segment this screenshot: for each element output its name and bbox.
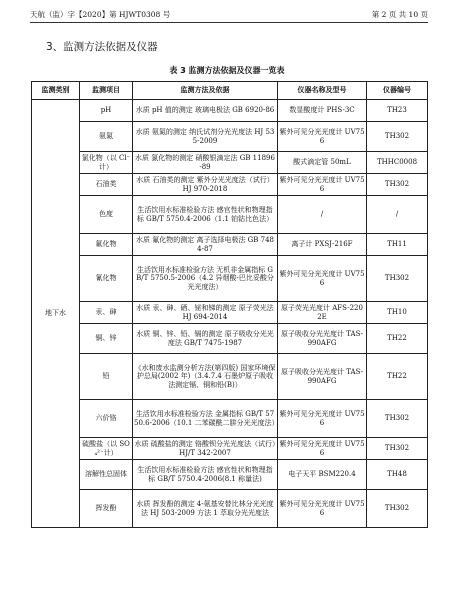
instrument-code-cell: THHC0008	[367, 152, 428, 174]
column-header: 监测类别	[32, 82, 80, 100]
instrument-code-cell: TH302	[367, 256, 428, 302]
method-cell: 水质 汞、砷、硒、铋和锑的测定 原子荧光法 HJ 694-2014	[133, 302, 278, 324]
instrument-code-cell: TH22	[367, 354, 428, 400]
instrument-code-cell: TH302	[367, 400, 428, 438]
instrument-code-cell: TH10	[367, 302, 428, 324]
method-cell: 水质 硫酸盐的测定 铬酸钡分光光度法（试行）HJ/T 342-2007	[133, 438, 278, 460]
instrument-code-cell: /	[367, 196, 428, 234]
method-cell: 水质 石油类的测定 紫外分光光度法（试行）HJ 970-2018	[133, 174, 278, 196]
instrument-cell: 紫外可见分光光度计 UV756	[278, 438, 367, 460]
item-cell: 氯化物（以 Cl⁻计）	[80, 152, 133, 174]
instrument-code-cell: TH302	[367, 438, 428, 460]
table-row	[32, 400, 428, 438]
method-cell: 生活饮用水标准检验方法 感官性状和物理指标 GB/T 5750.4-2006（1.1 铂钴比色法）	[133, 196, 278, 234]
table-row	[32, 460, 428, 490]
instrument-cell: 紫外可见分光光度计 UV756	[278, 122, 367, 152]
page-header	[30, 8, 428, 23]
item-cell: 氰化物	[80, 256, 133, 302]
instrument-cell: 数显酸度计 PHS-3C	[278, 100, 367, 122]
item-cell: 色度	[80, 196, 133, 234]
item-cell: pH	[80, 100, 133, 122]
instrument-cell: 紫外可见分光光度计 UV756	[278, 174, 367, 196]
instrument-cell: 原子吸收分光光度计 TAS-990AFG	[278, 324, 367, 354]
instrument-cell: 紫外可见分光光度计 UV756	[278, 490, 367, 528]
instrument-code-cell: TH23	[367, 100, 428, 122]
table-caption: 表 3 监测方法依据及仪器一览表	[169, 66, 285, 75]
item-cell: 石油类	[80, 174, 133, 196]
method-cell: 生活饮用水标准检验方法 感官性状和物理指标 GB/T 5750.4-2006(8.1 称量法)	[133, 460, 278, 490]
section-title: 3、监测方法依据及仪器	[46, 41, 158, 53]
column-header: 监测方法及依据	[133, 82, 278, 100]
category-cell: 地下水	[32, 100, 80, 528]
table-row	[32, 100, 428, 122]
instrument-cell: 离子计 PXSJ-216F	[278, 234, 367, 256]
item-cell: 汞、砷	[80, 302, 133, 324]
instrument-code-cell: TH48	[367, 460, 428, 490]
item-cell: 硫酸盐（以 SO₄²⁻计）	[80, 438, 133, 460]
instrument-cell: 电子天平 BSM220.4	[278, 460, 367, 490]
page-number: 第 2 页 共 10 页	[371, 10, 428, 19]
table-row	[32, 438, 428, 460]
table-row	[32, 122, 428, 152]
table-row	[32, 196, 428, 234]
table-body	[32, 100, 428, 528]
column-header: 仪器名称及型号	[278, 82, 367, 100]
table-row	[32, 324, 428, 354]
table-row	[32, 234, 428, 256]
instrument-code-cell: TH302	[367, 174, 428, 196]
instrument-code-cell: TH11	[367, 234, 428, 256]
method-cell: 生活饮用水标准检验方法 无机非金属指标 GB/T 5750.5-2006（4.2 异烟酸-巴比妥酸分光光度法）	[133, 256, 278, 302]
method-cell: 水质 pH 值的测定 玻璃电极法 GB 6920-86	[133, 100, 278, 122]
item-cell: 铜、锌	[80, 324, 133, 354]
method-cell: 《水和废水监测分析方法(第四版) 国家环境保护总局(2002 年)（3.4.7.4 石墨炉原子吸收法测定镉、铜和铅(B)）	[133, 354, 278, 400]
table-row	[32, 302, 428, 324]
instrument-code-cell: TH302	[367, 490, 428, 528]
table-header-row	[32, 82, 428, 100]
method-cell: 水质 铜、锌、铅、镉的测定 原子吸收分光光度法 GB/T 7475-1987	[133, 324, 278, 354]
report-number: 天航（监）字【2020】第 HJWT0308 号	[30, 10, 171, 19]
instrument-code-cell: TH302	[367, 122, 428, 152]
item-cell: 六价铬	[80, 400, 133, 438]
table-row	[32, 354, 428, 400]
instrument-code-cell: TH22	[367, 324, 428, 354]
method-cell: 水质 氨氮的测定 纳氏试剂分光光度法 HJ 535-2009	[133, 122, 278, 152]
column-header: 仪器编号	[367, 82, 428, 100]
method-cell: 水质 氯化物的测定 硝酸银滴定法 GB 11896-89	[133, 152, 278, 174]
item-cell: 氨氮	[80, 122, 133, 152]
table-row	[32, 174, 428, 196]
instrument-cell: 原子吸收分光光度计 TAS-990AFG	[278, 354, 367, 400]
instrument-cell: 紫外可见分光光度计 UV756	[278, 400, 367, 438]
instrument-cell: 原子荧光光度计 AFS-2202E	[278, 302, 367, 324]
instrument-cell: 酸式滴定管 50mL	[278, 152, 367, 174]
method-cell: 水质 氟化物的测定 离子选择电极法 GB 7484-87	[133, 234, 278, 256]
column-header: 监测项目	[80, 82, 133, 100]
table-row	[32, 490, 428, 528]
method-cell: 生活饮用水标准检验方法 金属指标 GB/T 5750.6-2006（10.1 二苯碳酰二肼分光光度法）	[133, 400, 278, 438]
item-cell: 氟化物	[80, 234, 133, 256]
methods-table	[31, 81, 428, 528]
item-cell: 溶解性总固体	[80, 460, 133, 490]
method-cell: 水质 挥发酚的测定 4-氨基安替比林分光光度法 HJ 503-2009 方法 1 萃取分光光度法	[133, 490, 278, 528]
item-cell: 铅	[80, 354, 133, 400]
table-row	[32, 152, 428, 174]
item-cell: 挥发酚	[80, 490, 133, 528]
instrument-cell: /	[278, 196, 367, 234]
table-row	[32, 256, 428, 302]
instrument-cell: 紫外可见分光光度计 UV756	[278, 256, 367, 302]
